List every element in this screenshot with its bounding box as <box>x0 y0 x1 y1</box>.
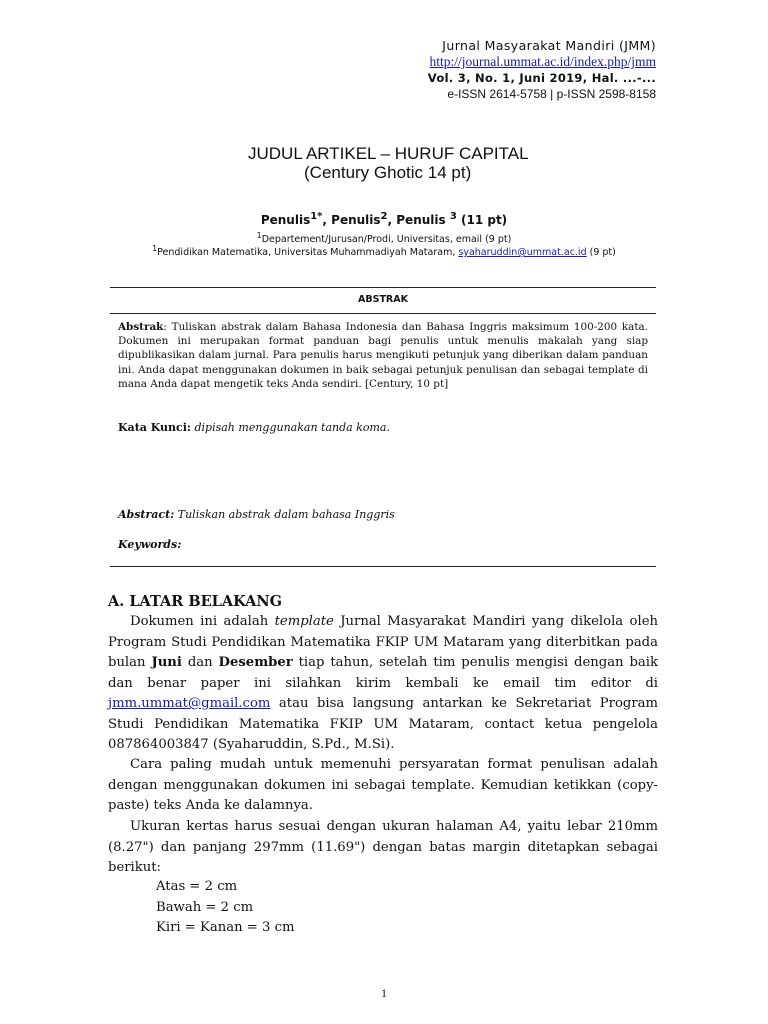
abstract-text: : Tuliskan abstrak dalam Bahasa Indonesia dan Bahasa Inggris maksimum 100-200 kata. Dokumen ini merupakan format panduan bagi penulis untuk menulis makalah yang siap dipublikasikan dalam jurnal. Para penulis harus mengikuti petunjuk yang diberikan dalam panduan ini. Anda dapat menggunakan dokumen in baik sebagai petunjuk penulisan dan sebagai template di mana Anda dapat mengetik teks Anda sendiri. [Century, 10 pt] <box>118 321 648 390</box>
author-size-note: (11 pt) <box>456 213 508 227</box>
affiliation-1-sup: 1 <box>256 231 262 240</box>
editor-email-link[interactable]: jmm.ummat@gmail.com <box>108 696 271 711</box>
keywords-id <box>118 421 390 434</box>
abstract-paragraph <box>118 320 648 391</box>
divider-top <box>110 287 656 288</box>
divider-bottom <box>110 566 656 567</box>
journal-name: Jurnal Masyarakat Mandiri (JMM) <box>442 38 656 53</box>
keywords-id-label: Kata Kunci: <box>118 421 191 434</box>
body-paragraph-2 <box>108 755 658 817</box>
journal-header <box>428 38 656 102</box>
p1-month-desember: Desember <box>218 655 293 670</box>
page-number: 1 <box>381 986 387 1000</box>
p2-text: Cara paling mudah untuk memenuhi persyaratan format penulisan adalah dengan menggunakan dokumen ini sebagai template. Kemudian ketikkan (copy-paste) teks Anda ke dalamnya. <box>108 757 658 813</box>
keywords-id-text: dipisah menggunakan tanda koma. <box>190 421 390 434</box>
author-2-sup: 2 <box>380 211 388 222</box>
margin-list <box>156 877 295 939</box>
p1-template-italic: template <box>274 614 334 629</box>
abstract-english-text: Tuliskan abstrak dalam bahasa Inggris <box>174 508 395 521</box>
journal-issn: e-ISSN 2614-5758 | p-ISSN 2598-8158 <box>447 87 656 101</box>
p1-text-b: Jurnal Masyarakat Mandiri yang dikelola oleh Program Studi Pendidikan Matematika FKIP UM Mataram yang diterbitkan pada bulan <box>108 614 659 670</box>
keywords-english-label: Keywords: <box>118 538 182 551</box>
author-sep: , <box>322 213 332 227</box>
affiliation-email-link[interactable]: syaharuddin@ummat.ac.id <box>458 247 587 259</box>
p3-text: Ukuran kertas harus sesuai dengan ukuran halaman A4, yaitu lebar 210mm (8.27") dan panjang 297mm (11.69") dengan batas margin ditetapkan sebagai berikut: <box>108 819 658 875</box>
p1-text-dan: dan <box>181 655 219 670</box>
p1-text-d: atau bisa langsung antarkan ke Sekretariat Program Studi Pendidikan Matematika FKIP UM Mataram, contact ketua pengelola 087864003847 (Syaharuddin, S.Pd., M.Si). <box>108 696 658 752</box>
affiliation-2-size: (9 pt) <box>586 247 616 259</box>
abstract-english <box>118 508 395 521</box>
section-title: A. LATAR BELAKANG <box>108 593 282 610</box>
journal-url-link[interactable]: http://journal.ummat.ac.id/index.php/jmm <box>429 54 656 69</box>
p1-text-c: tiap tahun, setelah tim penulis mengisi dengan baik dan benar paper ini silahkan kirim kembali ke email tim editor di <box>108 655 658 691</box>
abstract-heading: ABSTRAK <box>358 294 408 305</box>
margin-item-bottom: Bawah = 2 cm <box>156 899 254 915</box>
divider-abstract-heading <box>110 313 656 314</box>
author-sep: , <box>387 213 397 227</box>
p1-month-juni: Juni <box>151 655 182 670</box>
journal-volume: Vol. 3, No. 1, Juni 2019, Hal. ...-... <box>427 71 656 85</box>
margin-item-sides: Kiri = Kanan = 3 cm <box>156 920 295 935</box>
affiliation-2-text: Pendidikan Matematika, Universitas Muhammadiyah Mataram, <box>157 247 459 259</box>
affiliation-2-sup: 1 <box>152 244 158 253</box>
affiliation-1-text: Departement/Jurusan/Prodi, Universitas, email (9 pt) <box>261 234 512 246</box>
affiliation-2 <box>0 242 768 259</box>
abstract-label: Abstrak <box>118 321 164 333</box>
article-title-font-note: (Century Ghotic 14 pt) <box>304 163 472 182</box>
abstract-english-label: Abstract: <box>118 508 175 521</box>
author-3: Penulis <box>396 213 450 227</box>
author-3-sup: 3 <box>449 211 457 222</box>
author-1: Penulis <box>260 213 311 227</box>
p1-text-a: Dokumen ini adalah <box>130 614 275 629</box>
margin-item-top: Atas = 2 cm <box>156 879 238 894</box>
body-paragraph-1 <box>108 612 658 756</box>
author-1-sup: 1* <box>310 211 323 222</box>
keywords-english <box>118 538 181 551</box>
author-list <box>0 211 768 227</box>
author-2: Penulis <box>331 213 381 227</box>
body-paragraph-3 <box>108 817 658 879</box>
article-title: JUDUL ARTIKEL – HURUF CAPITAL <box>248 144 529 163</box>
